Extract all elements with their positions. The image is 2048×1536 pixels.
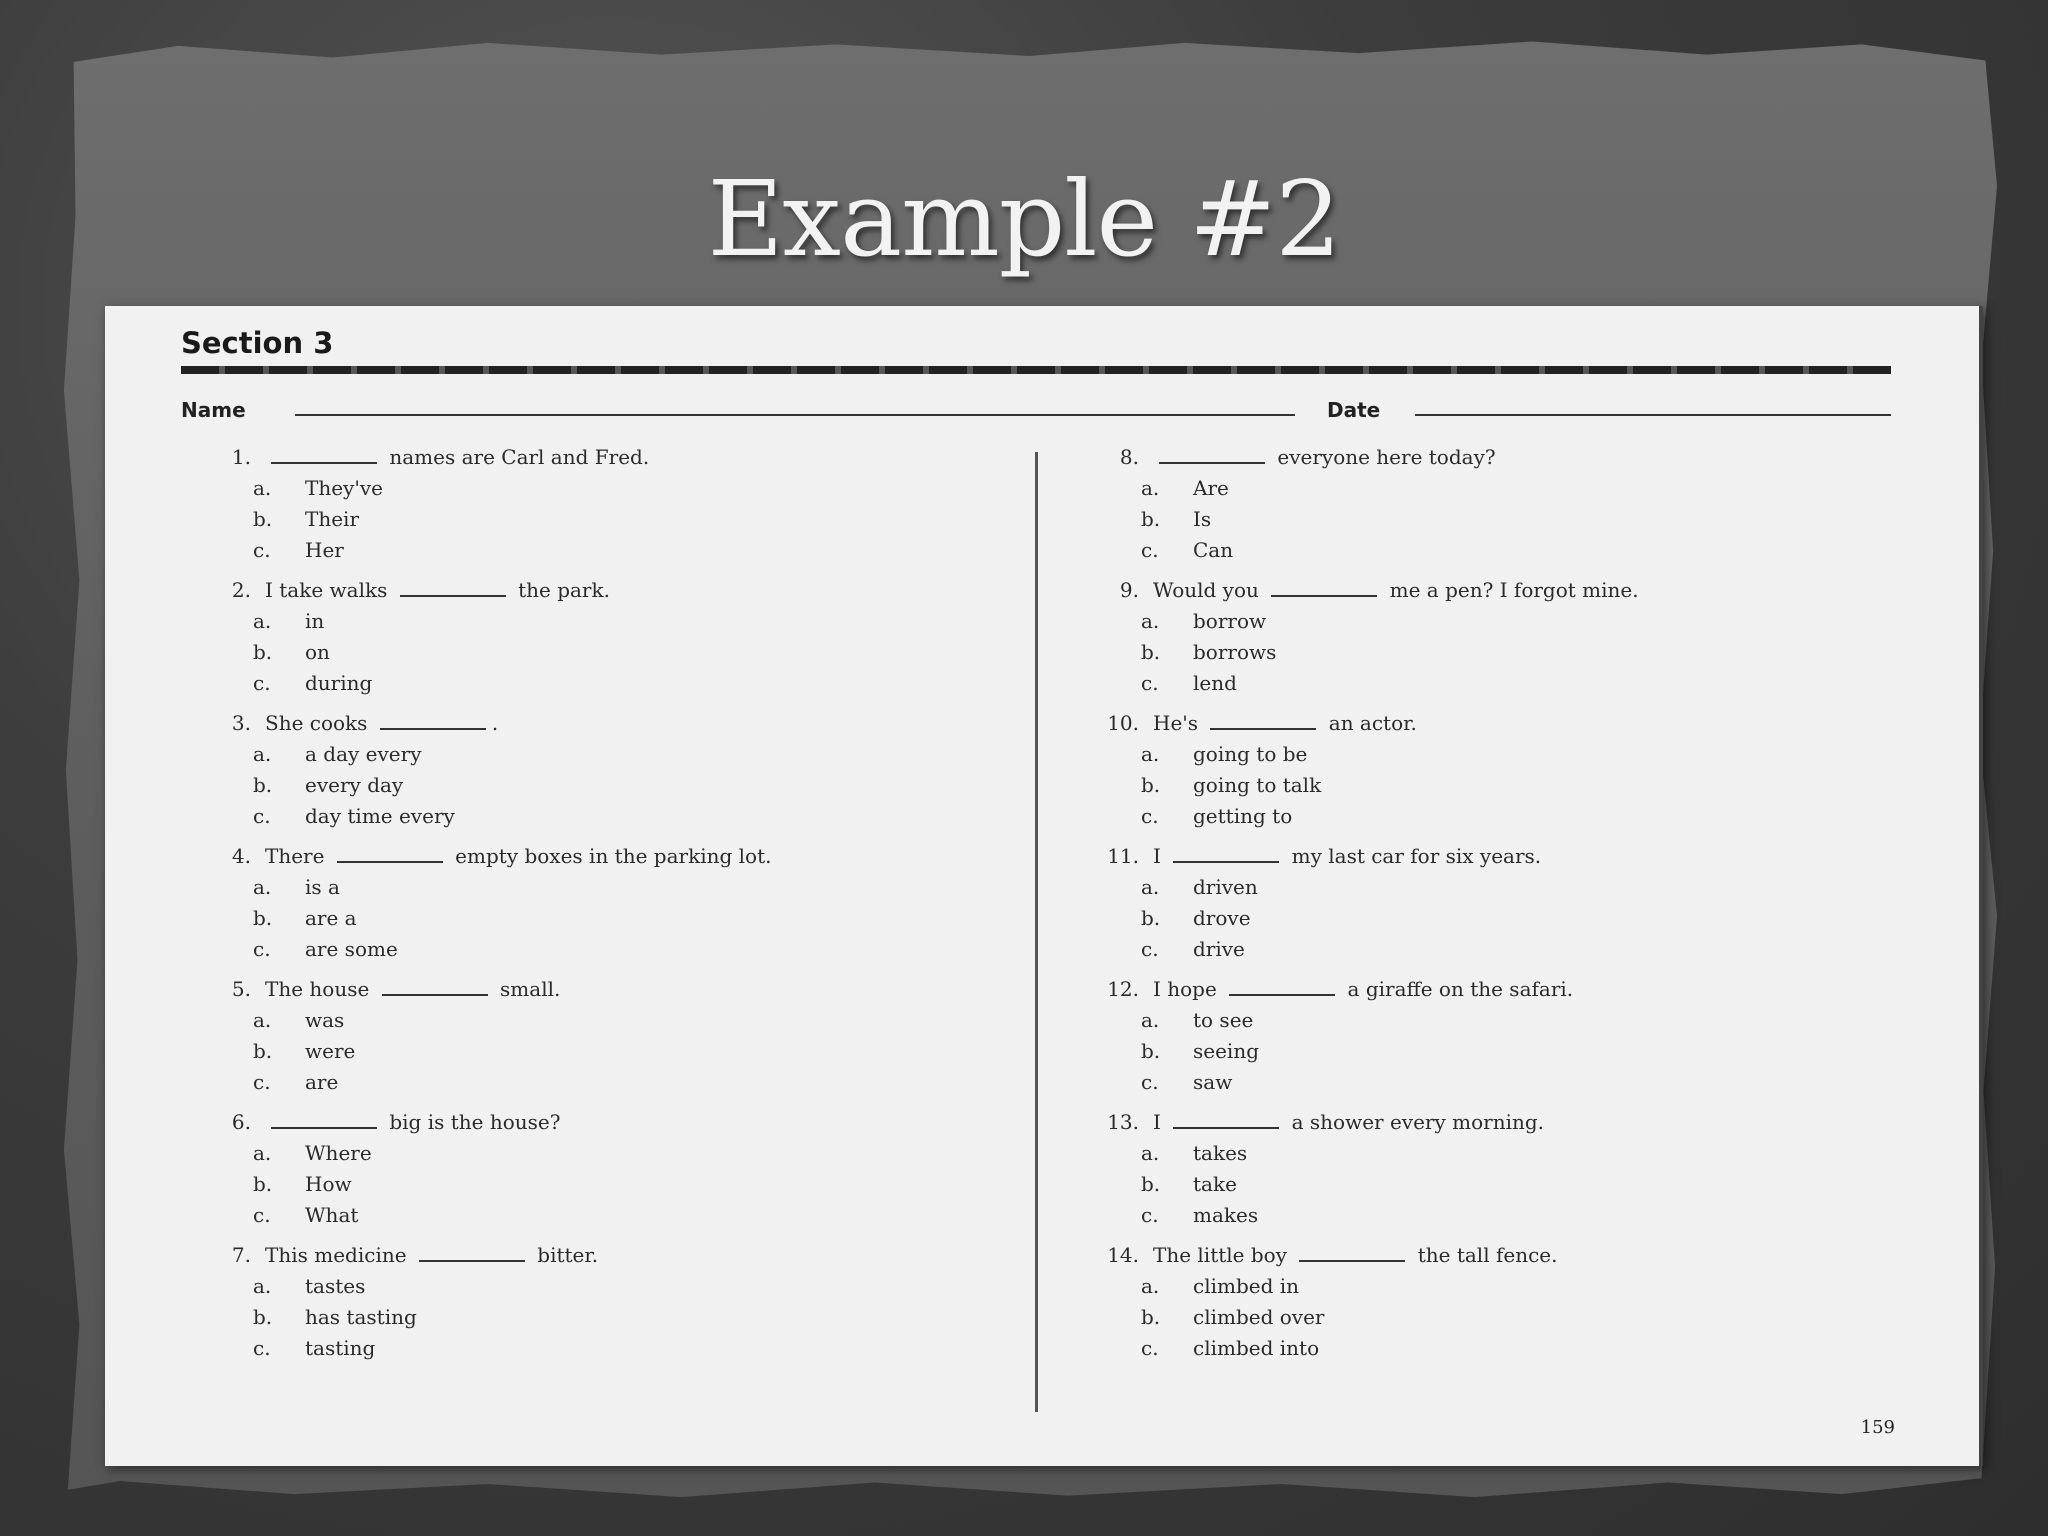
question-text (265, 1240, 1015, 1271)
question-number: 8. (1119, 445, 1139, 469)
question-item (195, 841, 1015, 965)
option-letter: c. (1141, 1070, 1159, 1094)
answer-blank (400, 577, 506, 597)
question-stem (1083, 442, 1883, 473)
answer-option (1083, 606, 1883, 637)
option-letter: b. (253, 1172, 273, 1196)
option-text: saw (1193, 1070, 1233, 1094)
option-text: in (305, 609, 325, 633)
question-text (1153, 841, 1883, 872)
question-text-after: bitter. (530, 1243, 599, 1267)
option-text: on (305, 640, 330, 664)
answer-option (1083, 770, 1883, 801)
option-letter: c. (253, 937, 271, 961)
question-number: 3. (231, 711, 251, 735)
question-number: 2. (231, 578, 251, 602)
answer-blank (271, 444, 377, 464)
option-text: How (305, 1172, 352, 1196)
option-letter: a. (1141, 1008, 1160, 1032)
question-stem (195, 1107, 1015, 1138)
question-number: 7. (231, 1243, 251, 1267)
question-text (1153, 708, 1883, 739)
answer-option (1083, 1138, 1883, 1169)
answer-blank (271, 1109, 377, 1129)
left-question-column (195, 442, 1015, 1373)
option-letter: b. (1141, 507, 1161, 531)
option-text: is a (305, 875, 340, 899)
option-letter: c. (253, 538, 271, 562)
answer-option (195, 739, 1015, 770)
option-text: climbed over (1193, 1305, 1325, 1329)
option-text: a day every (305, 742, 422, 766)
option-letter: c. (253, 804, 271, 828)
option-text: has tasting (305, 1305, 417, 1329)
answer-option (195, 1005, 1015, 1036)
question-text-before: The little boy (1153, 1243, 1294, 1267)
option-text: climbed into (1193, 1336, 1320, 1360)
answer-blank (1299, 1242, 1405, 1262)
question-item (195, 1107, 1015, 1231)
question-item (1083, 575, 1883, 699)
answer-option (195, 1271, 1015, 1302)
question-text-before: I (1153, 844, 1168, 868)
question-text-before: Would you (1153, 578, 1266, 602)
option-text: lend (1193, 671, 1237, 695)
question-text (265, 841, 1015, 872)
answer-blank (1173, 1109, 1279, 1129)
option-letter: b. (253, 1305, 273, 1329)
option-letter: c. (1141, 538, 1159, 562)
option-letter: b. (1141, 1172, 1161, 1196)
answer-option (1083, 739, 1883, 770)
option-letter: b. (253, 1039, 273, 1063)
slide-title: Example #2 (707, 158, 1341, 280)
option-text: were (305, 1039, 356, 1063)
answer-blank (380, 710, 486, 730)
option-text: Is (1193, 507, 1212, 531)
option-text: seeing (1193, 1039, 1260, 1063)
question-item (1083, 442, 1883, 566)
question-text-before: I hope (1153, 977, 1224, 1001)
right-question-column (1083, 442, 1883, 1373)
option-letter: b. (1141, 773, 1161, 797)
answer-option (1083, 872, 1883, 903)
question-text-after: empty boxes in the parking lot. (448, 844, 772, 868)
question-text (265, 1107, 1015, 1138)
answer-option (1083, 1271, 1883, 1302)
question-number: 6. (231, 1110, 251, 1134)
question-item (195, 708, 1015, 832)
question-text (265, 575, 1015, 606)
question-item (1083, 841, 1883, 965)
answer-option (195, 1067, 1015, 1098)
question-stem (195, 708, 1015, 739)
answer-option (195, 606, 1015, 637)
option-text: tastes (305, 1274, 366, 1298)
question-text-after: the tall fence. (1411, 1243, 1558, 1267)
answer-option (1083, 903, 1883, 934)
question-stem (195, 1240, 1015, 1271)
option-text: Where (305, 1141, 372, 1165)
option-text: They've (305, 476, 383, 500)
question-text-after: a giraffe on the safari. (1341, 977, 1574, 1001)
question-stem (1083, 1107, 1883, 1138)
question-text (1153, 575, 1883, 606)
option-text: during (305, 671, 373, 695)
question-text (265, 708, 1015, 739)
option-text: going to be (1193, 742, 1308, 766)
date-line (1415, 414, 1891, 416)
option-text: take (1193, 1172, 1237, 1196)
question-text-before: The house (265, 977, 376, 1001)
option-letter: a. (1141, 742, 1160, 766)
question-item (195, 442, 1015, 566)
answer-blank (1173, 843, 1279, 863)
question-text (1153, 1107, 1883, 1138)
question-stem (1083, 708, 1883, 739)
option-letter: c. (253, 671, 271, 695)
section-rule (181, 366, 1891, 374)
question-text-before: He's (1153, 711, 1205, 735)
option-letter: b. (253, 640, 273, 664)
option-letter: c. (253, 1203, 271, 1227)
option-letter: b. (1141, 1305, 1161, 1329)
answer-option (195, 504, 1015, 535)
option-letter: a. (253, 1008, 272, 1032)
option-text: Are (1193, 476, 1229, 500)
answer-option (195, 535, 1015, 566)
option-letter: b. (253, 507, 273, 531)
question-text (1153, 1240, 1883, 1271)
answer-option (1083, 473, 1883, 504)
option-text: every day (305, 773, 404, 797)
option-letter: c. (1141, 1203, 1159, 1227)
question-number: 12. (1107, 977, 1139, 1001)
question-number: 4. (231, 844, 251, 868)
answer-option (195, 473, 1015, 504)
option-letter: a. (253, 1274, 272, 1298)
answer-option (195, 1200, 1015, 1231)
option-text: are (305, 1070, 339, 1094)
question-stem (1083, 841, 1883, 872)
question-number: 11. (1107, 844, 1139, 868)
question-text-after: an actor. (1322, 711, 1417, 735)
question-text-before: This medicine (265, 1243, 413, 1267)
option-text: makes (1193, 1203, 1259, 1227)
option-letter: b. (253, 773, 273, 797)
question-item (195, 1240, 1015, 1364)
question-text-after: everyone here today? (1271, 445, 1496, 469)
answer-option (195, 934, 1015, 965)
question-text-before: She cooks (265, 711, 374, 735)
option-letter: b. (1141, 906, 1161, 930)
option-text: getting to (1193, 804, 1293, 828)
question-item (195, 575, 1015, 699)
option-text: Can (1193, 538, 1234, 562)
answer-option (195, 668, 1015, 699)
page-number: 159 (1860, 1417, 1895, 1438)
answer-blank (337, 843, 443, 863)
option-letter: b. (1141, 640, 1161, 664)
question-text (1153, 974, 1883, 1005)
question-item (1083, 1107, 1883, 1231)
answer-blank (1159, 444, 1265, 464)
question-text (265, 974, 1015, 1005)
answer-option (195, 903, 1015, 934)
question-item (1083, 974, 1883, 1098)
option-letter: a. (253, 875, 272, 899)
option-text: drive (1193, 937, 1245, 961)
question-number: 14. (1107, 1243, 1139, 1267)
answer-option (1083, 934, 1883, 965)
answer-option (195, 770, 1015, 801)
question-number: 5. (231, 977, 251, 1001)
answer-option (1083, 1067, 1883, 1098)
option-letter: c. (1141, 937, 1159, 961)
question-number: 9. (1119, 578, 1139, 602)
question-text-before: I take walks (265, 578, 394, 602)
answer-option (195, 637, 1015, 668)
name-label: Name (181, 398, 246, 422)
question-text-after: . (491, 711, 499, 735)
answer-option (1083, 1169, 1883, 1200)
answer-option (1083, 1036, 1883, 1067)
answer-blank (419, 1242, 525, 1262)
option-letter: a. (1141, 609, 1160, 633)
question-item (1083, 708, 1883, 832)
question-stem (195, 974, 1015, 1005)
answer-blank (1271, 577, 1377, 597)
question-item (195, 974, 1015, 1098)
answer-blank (1229, 976, 1335, 996)
question-stem (195, 575, 1015, 606)
answer-option (195, 1333, 1015, 1364)
question-text-after: small. (493, 977, 561, 1001)
option-text: borrow (1193, 609, 1267, 633)
date-label: Date (1327, 398, 1381, 422)
option-text: climbed in (1193, 1274, 1300, 1298)
option-text: tasting (305, 1336, 376, 1360)
option-letter: b. (253, 906, 273, 930)
option-letter: a. (1141, 1141, 1160, 1165)
worksheet-image (105, 306, 1983, 1466)
answer-option (1083, 1005, 1883, 1036)
option-letter: a. (253, 1141, 272, 1165)
column-divider (1035, 452, 1038, 1412)
answer-blank (382, 976, 488, 996)
question-text-after: me a pen? I forgot mine. (1383, 578, 1639, 602)
answer-option (1083, 1302, 1883, 1333)
option-letter: b. (1141, 1039, 1161, 1063)
option-letter: a. (1141, 1274, 1160, 1298)
question-text-after: the park. (511, 578, 610, 602)
option-letter: c. (1141, 671, 1159, 695)
question-text-before: There (265, 844, 331, 868)
option-text: drove (1193, 906, 1251, 930)
question-number: 13. (1107, 1110, 1139, 1134)
option-text: are a (305, 906, 357, 930)
option-text: driven (1193, 875, 1258, 899)
answer-option (195, 1138, 1015, 1169)
question-text-after: names are Carl and Fred. (383, 445, 650, 469)
answer-option (1083, 637, 1883, 668)
question-stem (1083, 1240, 1883, 1271)
answer-option (1083, 801, 1883, 832)
option-text: going to talk (1193, 773, 1322, 797)
option-letter: c. (1141, 1336, 1159, 1360)
option-text: was (305, 1008, 345, 1032)
option-letter: a. (253, 609, 272, 633)
option-text: takes (1193, 1141, 1248, 1165)
option-letter: a. (253, 476, 272, 500)
option-letter: a. (253, 742, 272, 766)
answer-option (1083, 504, 1883, 535)
answer-option (1083, 668, 1883, 699)
answer-option (195, 1169, 1015, 1200)
question-text-after: big is the house? (383, 1110, 561, 1134)
answer-option (195, 1302, 1015, 1333)
question-number: 1. (231, 445, 251, 469)
question-text (1153, 442, 1883, 473)
question-stem (1083, 974, 1883, 1005)
question-number: 10. (1107, 711, 1139, 735)
question-item (1083, 1240, 1883, 1364)
question-stem (195, 841, 1015, 872)
question-stem (195, 442, 1015, 473)
option-letter: a. (1141, 875, 1160, 899)
option-letter: c. (253, 1336, 271, 1360)
option-text: Their (305, 507, 360, 531)
question-text (265, 442, 1015, 473)
option-letter: a. (1141, 476, 1160, 500)
option-letter: c. (1141, 804, 1159, 828)
option-text: day time every (305, 804, 455, 828)
answer-option (195, 801, 1015, 832)
answer-blank (1210, 710, 1316, 730)
section-title: Section 3 (181, 326, 334, 360)
question-text-before: I (1153, 1110, 1168, 1134)
answer-option (195, 1036, 1015, 1067)
question-text-after: a shower every morning. (1285, 1110, 1545, 1134)
option-text: are some (305, 937, 398, 961)
question-text-after: my last car for six years. (1285, 844, 1542, 868)
option-text: borrows (1193, 640, 1277, 664)
option-text: Her (305, 538, 344, 562)
question-stem (1083, 575, 1883, 606)
option-letter: c. (253, 1070, 271, 1094)
answer-option (1083, 1200, 1883, 1231)
answer-option (1083, 535, 1883, 566)
option-text: to see (1193, 1008, 1254, 1032)
answer-option (195, 872, 1015, 903)
option-text: What (305, 1203, 359, 1227)
answer-option (1083, 1333, 1883, 1364)
name-line (295, 414, 1295, 416)
